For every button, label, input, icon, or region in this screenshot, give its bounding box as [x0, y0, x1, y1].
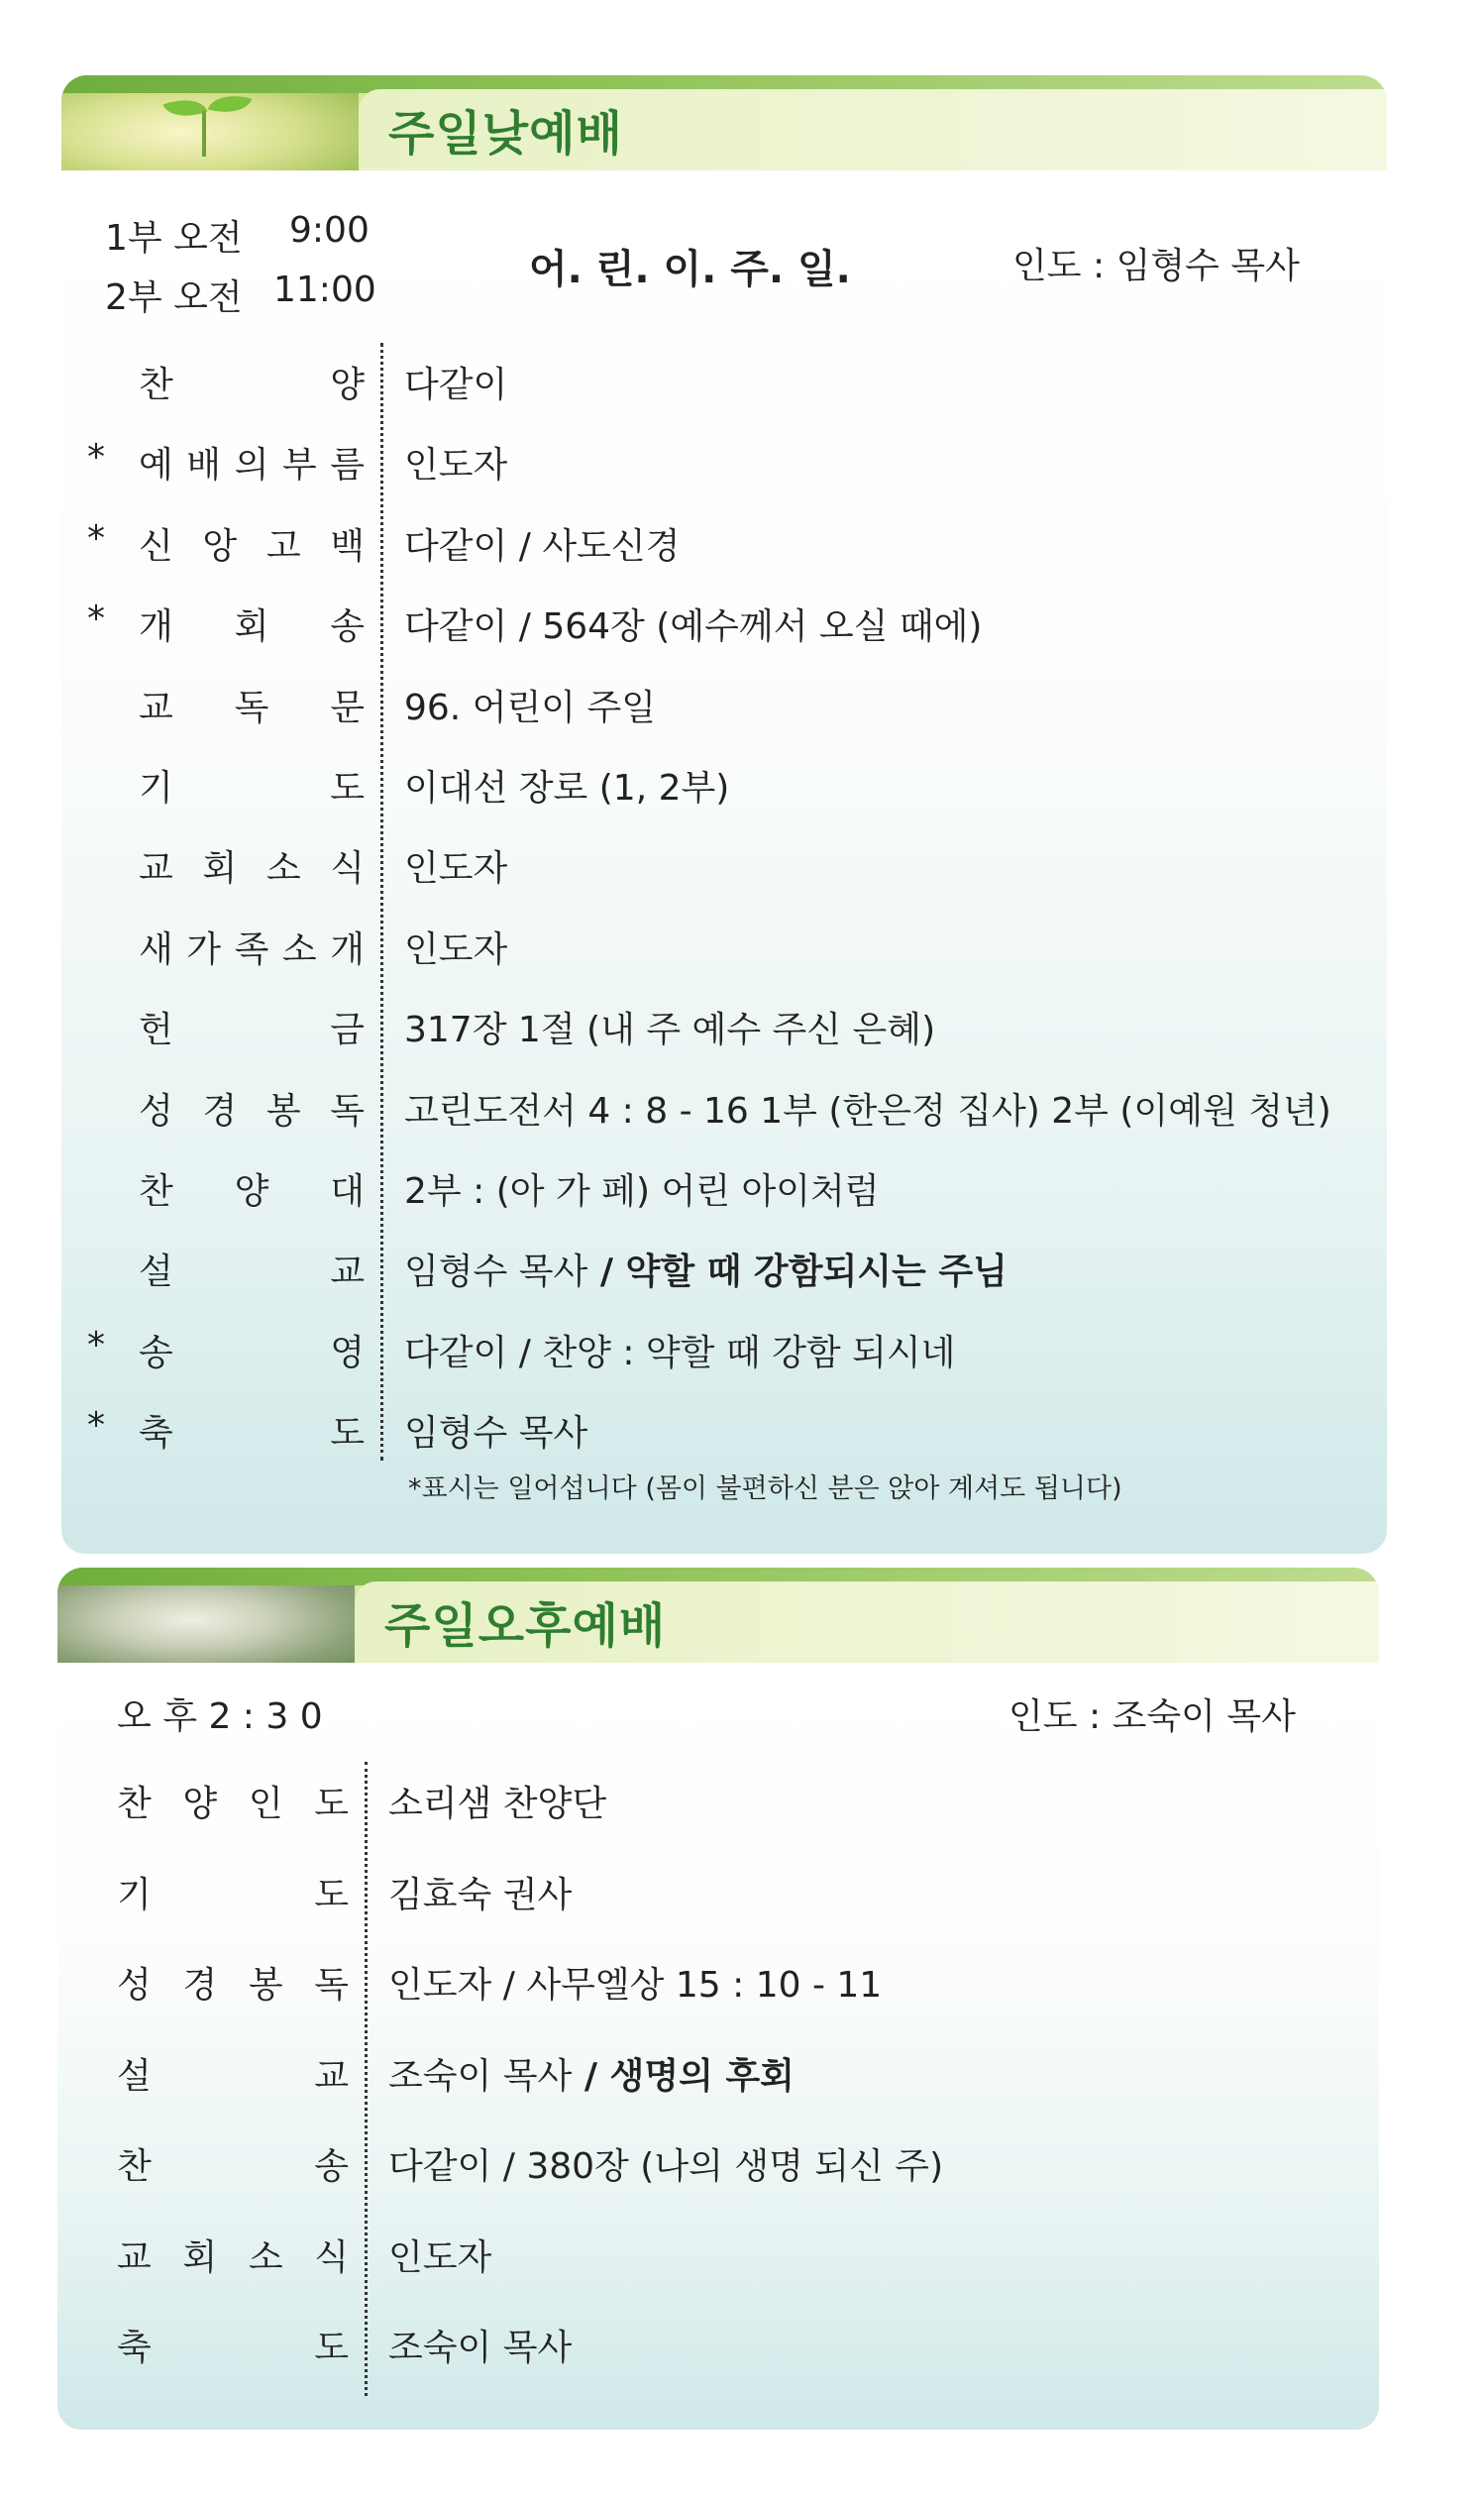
order-label: 찬 양 대	[139, 1171, 365, 1212]
order-value: 인도자	[404, 848, 508, 890]
standing-mark: *	[87, 1405, 105, 1447]
afternoon-service-section	[57, 1568, 1379, 2430]
order-label: 설 교	[139, 1252, 365, 1293]
order-value: 고린도전서 4 : 8 - 16 1부 (한은정 집사) 2부 (이예원 청년)	[404, 1090, 1331, 1132]
order-label: 개 회 송	[139, 606, 365, 648]
order-label: 축 도	[117, 2328, 349, 2368]
order-row	[61, 433, 1387, 487]
order-row	[61, 1401, 1387, 1455]
order-label: 교 독 문	[139, 687, 365, 728]
order-value: 김효숙 권사	[388, 1874, 573, 1915]
afternoon-banner	[57, 1568, 1379, 1663]
order-label: 기 도	[139, 768, 365, 809]
order-label: 신 앙 고 백	[139, 525, 365, 567]
afternoon-time: 오 후 2 : 3 0	[117, 1696, 323, 1737]
standing-mark: *	[87, 517, 105, 559]
order-row	[57, 1863, 1379, 1915]
afternoon-leader: 인도 : 조숙이 목사	[1008, 1696, 1296, 1737]
order-value: 2부 : (아 가 페) 어린 아이처럼	[404, 1171, 880, 1212]
order-row	[61, 1321, 1387, 1373]
order-row	[61, 918, 1387, 970]
order-row	[61, 998, 1387, 1051]
order-label: 기 도	[117, 1874, 349, 1915]
time1-label: 1부 오전	[105, 218, 243, 259]
morning-leader: 인도 : 임형수 목사	[1012, 246, 1300, 286]
order-value: 다같이 / 380장 (나의 생명 되신 주)	[388, 2146, 944, 2187]
order-value: 조숙이 목사	[388, 2328, 573, 2368]
order-row	[57, 2316, 1379, 2368]
order-row	[61, 756, 1387, 809]
order-row	[61, 676, 1387, 728]
order-label: 교 회 소 식	[117, 2236, 349, 2278]
order-value: 다같이 / 사도신경	[404, 525, 681, 567]
order-value: 317장 1절 (내 주 예수 주신 은혜)	[404, 1010, 936, 1051]
order-row	[57, 2044, 1379, 2097]
order-label: 찬 양 인 도	[117, 1784, 349, 1824]
standing-mark: *	[87, 599, 105, 640]
standing-note: *표시는 일어섭니다 (몸이 불편하신 분은 앉아 계셔도 됩니다)	[408, 1473, 1122, 1504]
service-theme: 어. 린. 이. 주. 일.	[529, 247, 851, 292]
time2-clock: 11:00	[273, 270, 376, 310]
order-label: 축 도	[139, 1413, 365, 1455]
order-label: 예 배 의 부 름	[139, 445, 365, 487]
order-label: 찬 양	[139, 365, 365, 405]
order-value: 소리샘 찬양단	[388, 1784, 607, 1824]
order-value: 조숙이 목사 / 생명의 후회	[388, 2055, 795, 2097]
order-label: 설 교	[117, 2055, 349, 2097]
morning-title: 주일낮예배	[388, 106, 623, 162]
afternoon-title: 주일오후예배	[384, 1598, 667, 1654]
order-label: 교 회 소 식	[139, 848, 365, 890]
order-value: 이대선 장로 (1, 2부)	[404, 768, 730, 809]
time1-clock: 9:00	[289, 210, 370, 251]
morning-service-section	[61, 75, 1387, 1554]
order-row	[57, 2226, 1379, 2278]
morning-banner	[61, 75, 1387, 170]
order-row	[61, 836, 1387, 890]
order-value: 임형수 목사	[404, 1413, 588, 1455]
order-label: 헌 금	[139, 1010, 365, 1051]
order-row	[61, 353, 1387, 405]
standing-mark: *	[87, 437, 105, 479]
sermon-title: / 생명의 후회	[572, 2055, 795, 2097]
order-value: 인도자	[388, 2236, 492, 2278]
order-value: 다같이 / 564장 (예수께서 오실 때에)	[404, 606, 983, 648]
sermon-title: / 약할 때 강함되시는 주님	[587, 1252, 1007, 1293]
order-row	[61, 595, 1387, 648]
order-label: 성 경 봉 독	[117, 1965, 349, 2006]
order-value: 임형수 목사 / 약할 때 강함되시는 주님	[404, 1252, 1007, 1293]
order-row	[61, 514, 1387, 567]
standing-mark: *	[87, 1324, 105, 1365]
order-value: 다같이	[404, 365, 508, 405]
order-label: 찬 송	[117, 2146, 349, 2187]
order-value: 인도자	[404, 445, 508, 487]
order-row	[61, 1159, 1387, 1212]
order-label: 송 영	[139, 1332, 365, 1373]
order-row	[61, 1079, 1387, 1132]
order-value: 다같이 / 찬양 : 약할 때 강함 되시네	[404, 1332, 956, 1373]
order-row	[61, 1240, 1387, 1293]
order-label: 새 가 족 소 개	[139, 928, 365, 970]
order-value: 인도자 / 사무엘상 15 : 10 - 11	[388, 1965, 883, 2006]
order-value: 96. 어린이 주일	[404, 687, 657, 728]
order-label: 성 경 봉 독	[139, 1090, 365, 1132]
order-row	[57, 1772, 1379, 1824]
order-row	[57, 1953, 1379, 2006]
order-row	[57, 2134, 1379, 2187]
divider-line	[380, 343, 383, 1461]
order-value: 인도자	[404, 928, 508, 970]
time2-label: 2부 오전	[105, 277, 243, 318]
